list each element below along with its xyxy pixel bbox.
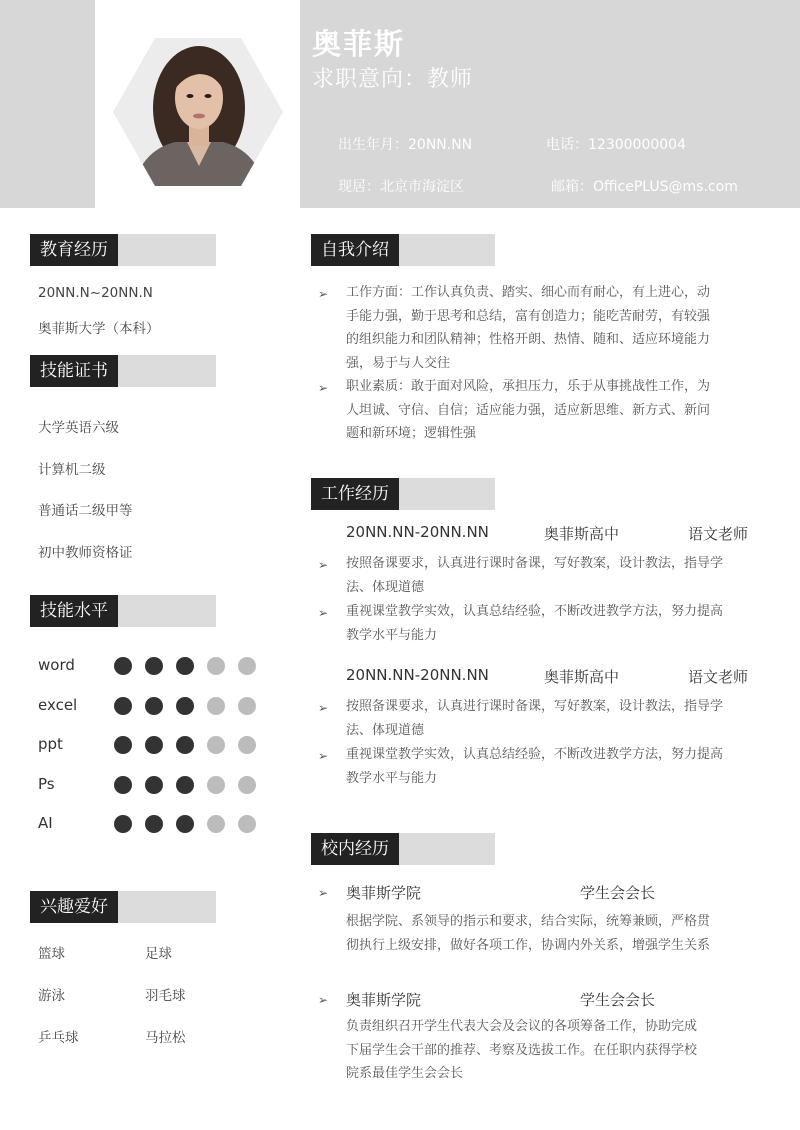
rating-dot-filled [176, 657, 194, 675]
rating-dot-filled [145, 657, 163, 675]
section-education [30, 234, 216, 266]
job-org: 奥菲斯高中 [544, 668, 620, 686]
job-duty [346, 743, 723, 790]
rating-dot-empty [207, 697, 225, 715]
text-line: 彻执行上级安排，做好各项工作，协调内外关系，增强学生关系 [346, 937, 711, 953]
skill-name: word [38, 656, 75, 674]
rating-dot-filled [176, 776, 194, 794]
text-line: 人坦诚、守信、自信；适应能力强，适应新思维、新方式、新问 [346, 402, 711, 418]
certificate-item: 普通话二级甲等 [38, 503, 133, 519]
text-line: 法、体现道德 [346, 579, 425, 595]
section-title: 兴趣爱好 [30, 891, 118, 923]
bullet-icon: ➢ [318, 749, 329, 763]
bullet-icon: ➢ [318, 558, 329, 572]
self-intro-quality [346, 375, 710, 446]
birth-date: 出生年月：20NN.NN [338, 137, 473, 153]
rating-dot-empty [238, 776, 256, 794]
campus-role: 学生会会长 [580, 991, 656, 1009]
campus-org: 奥菲斯学院 [346, 991, 422, 1009]
rating-dot-filled [114, 736, 132, 754]
job-duty [346, 600, 723, 647]
section-title: 工作经历 [311, 478, 399, 510]
hobby-item: 篮球 [38, 946, 65, 962]
job-duty [346, 552, 723, 599]
section-work [311, 478, 495, 510]
skill-rating [114, 657, 256, 675]
campus-role: 学生会会长 [580, 884, 656, 902]
text-line: 根据学院、系领导的指示和要求，结合实际，统筹兼顾，严格贯 [346, 914, 711, 929]
section-self-intro [311, 234, 495, 266]
text-line: 职业素质：敢于面对风险，承担压力，乐于从事挑战性工作，为 [346, 379, 711, 394]
text-line: 下届学生会干部的推荐、考察及选拔工作。在任职内获得学校 [346, 1042, 698, 1058]
rating-dot-filled [145, 776, 163, 794]
certificate-item: 初中教师资格证 [38, 545, 133, 561]
rating-dot-filled [176, 736, 194, 754]
phone-number: 电话：12300000004 [546, 137, 686, 153]
hobby-item: 游泳 [38, 988, 65, 1004]
rating-dot-filled [114, 657, 132, 675]
self-intro-work [346, 281, 710, 375]
job-intent: 求职意向：教师 [312, 67, 474, 92]
section-hobbies [30, 891, 216, 923]
bullet-icon: ➢ [318, 381, 329, 395]
rating-dot-empty [207, 736, 225, 754]
campus-description [346, 910, 710, 957]
text-line: 强，易于与人交往 [346, 355, 451, 371]
section-title: 技能证书 [30, 355, 118, 387]
header-band-left [0, 0, 95, 208]
rating-dot-filled [114, 697, 132, 715]
text-line: 重视课堂教学实效，认真总结经验，不断改进教学方法，努力提高 [346, 747, 724, 762]
rating-dot-filled [114, 776, 132, 794]
section-skills [30, 595, 216, 627]
rating-dot-empty [238, 815, 256, 833]
rating-dot-empty [238, 736, 256, 754]
bullet-icon: ➢ [318, 993, 329, 1007]
section-title: 校内经历 [311, 833, 399, 865]
bullet-icon: ➢ [318, 886, 329, 900]
skill-name: excel [38, 696, 78, 714]
text-line: 法、体现道德 [346, 722, 425, 738]
section-title: 技能水平 [30, 595, 118, 627]
rating-dot-filled [114, 815, 132, 833]
hobby-item: 马拉松 [145, 1030, 186, 1046]
bullet-icon: ➢ [318, 701, 329, 715]
job-period: 20NN.NN-20NN.NN [346, 523, 489, 541]
text-line: 手能力强，勤于思考和总结，富有创造力；能吃苦耐劳，有较强 [346, 308, 711, 324]
bullet-icon: ➢ [318, 287, 329, 301]
skill-name: ppt [38, 735, 63, 753]
rating-dot-filled [176, 697, 194, 715]
text-line: 院系最佳学生会会长 [346, 1066, 464, 1081]
text-line: 负责组织召开学生代表大会及会议的各项筹备工作，协助完成 [346, 1019, 698, 1034]
current-location: 现居：北京市海淀区 [338, 179, 464, 195]
job-org: 奥菲斯高中 [544, 525, 620, 543]
campus-org: 奥菲斯学院 [346, 884, 422, 902]
skill-rating [114, 736, 256, 754]
rating-dot-filled [145, 815, 163, 833]
certificate-item: 大学英语六级 [38, 420, 119, 436]
profile-photo [113, 38, 283, 186]
text-line: 按照备课要求，认真进行课时备课，写好教案，设计教法，指导学 [346, 556, 724, 571]
section-certificates [30, 355, 216, 387]
text-line: 的组织能力和团队精神；性格开朗、热情、随和、适应环境能力 [346, 332, 711, 347]
hobby-item: 羽毛球 [145, 988, 186, 1004]
rating-dot-filled [145, 697, 163, 715]
text-line: 按照备课要求，认真进行课时备课，写好教案，设计教法，指导学 [346, 699, 724, 714]
rating-dot-empty [207, 657, 225, 675]
section-title: 自我介绍 [311, 234, 399, 266]
bullet-icon: ➢ [318, 606, 329, 620]
job-role: 语文老师 [688, 525, 749, 543]
text-line: 题和新环境；逻辑性强 [346, 426, 477, 441]
rating-dot-empty [207, 815, 225, 833]
hobby-item: 足球 [145, 946, 172, 962]
job-period: 20NN.NN-20NN.NN [346, 666, 489, 684]
skill-name: Ps [38, 775, 55, 793]
email-address: 邮箱：OfficePLUS@ms.com [551, 179, 738, 195]
text-line: 教学水平与能力 [346, 627, 438, 643]
text-line: 工作方面：工作认真负责、踏实、细心而有耐心，有上进心，动 [346, 285, 711, 300]
job-duty [346, 695, 723, 742]
rating-dot-filled [176, 815, 194, 833]
rating-dot-empty [207, 776, 225, 794]
rating-dot-empty [238, 657, 256, 675]
skill-name: AI [38, 814, 53, 832]
skill-rating [114, 697, 256, 715]
rating-dot-filled [145, 736, 163, 754]
skill-rating [114, 815, 256, 833]
text-line: 教学水平与能力 [346, 770, 438, 786]
rating-dot-empty [238, 697, 256, 715]
education-period: 20NN.N~20NN.N [38, 285, 153, 301]
hobby-item: 乒乓球 [38, 1030, 79, 1046]
campus-description [346, 1015, 697, 1086]
candidate-name: 奥菲斯 [312, 27, 406, 61]
text-line: 重视课堂教学实效，认真总结经验，不断改进教学方法，努力提高 [346, 604, 724, 619]
section-title: 教育经历 [30, 234, 118, 266]
education-school: 奥菲斯大学（本科） [38, 321, 160, 337]
certificate-item: 计算机二级 [38, 462, 106, 478]
skill-rating [114, 776, 256, 794]
job-role: 语文老师 [688, 668, 749, 686]
section-campus [311, 833, 495, 865]
